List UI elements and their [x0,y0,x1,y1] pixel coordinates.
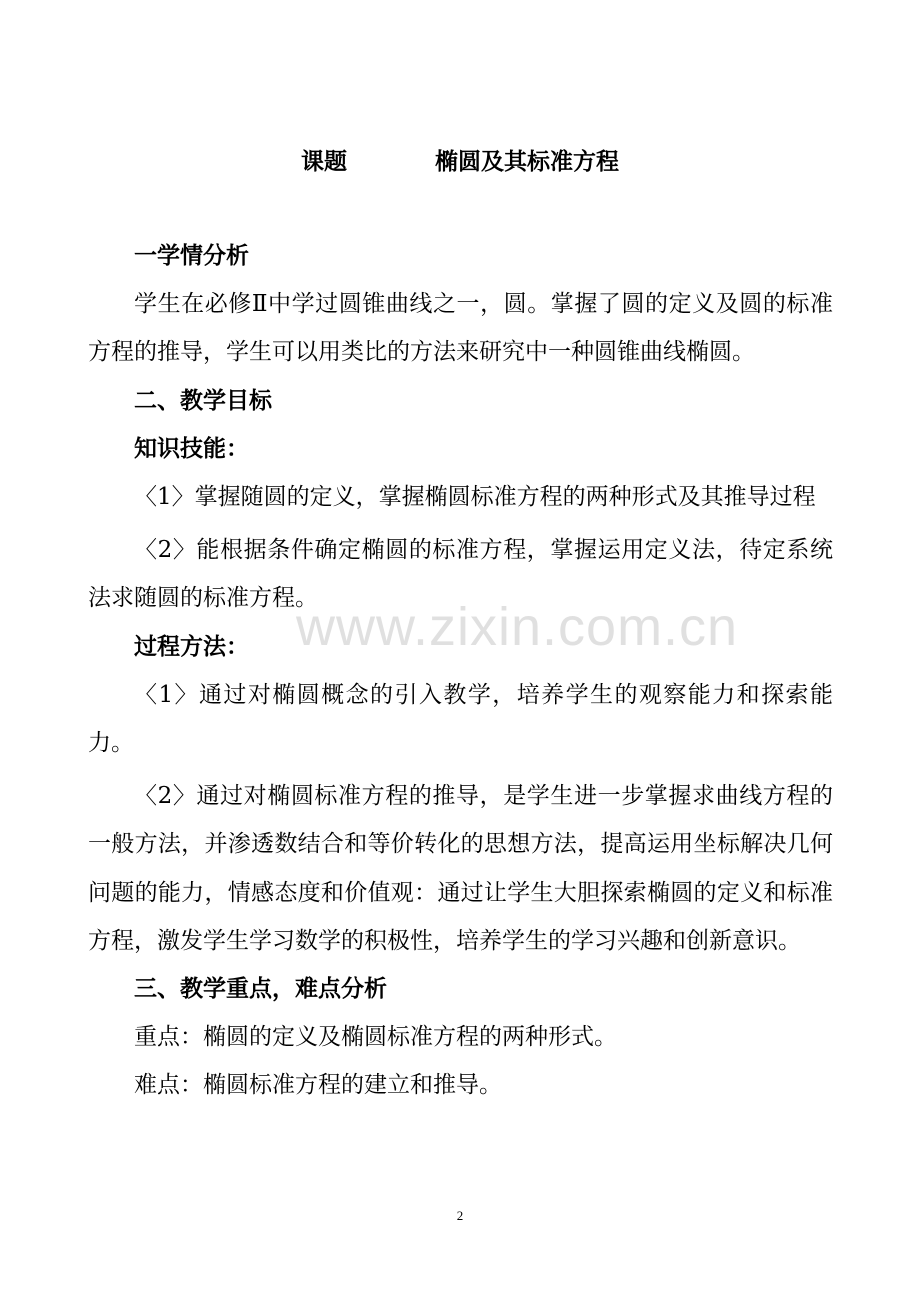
paragraph-knowledge-2: 〈2〉能根据条件确定椭圆的标准方程，掌握运用定义法，待定系统法求随圆的标准方程。 [88,537,833,612]
section-heading-key-points: 三、教学重点，难点分析 [134,976,387,1003]
document-body [88,232,833,1110]
section-heading-learner-analysis: 一学情分析 [134,243,249,269]
title-label: 课题 [301,149,347,175]
paragraph-difficult-point: 难点：椭圆标准方程的建立和推导。 [134,1072,502,1099]
lesson-title [0,143,920,176]
paragraph-knowledge-1: 〈1〉掌握随圆的定义，掌握椭圆标准方程的两种形式及其推导过程 [134,484,816,511]
title-text: 椭圆及其标准方程 [435,149,619,175]
paragraph-learner-analysis: 学生在必修Ⅱ中学过圆锥曲线之一，圆。掌握了圆的定义及圆的标准方程的推导，学生可以用类比的方法来研究中一种圆锥曲线椭圆。 [88,291,833,366]
subheading-knowledge-skills: 知识技能： [134,435,249,462]
paragraph-process-1: 〈1〉通过对椭圆概念的引入教学，培养学生的观察能力和探索能力。 [88,681,833,757]
paragraph-key-point: 重点：椭圆的定义及椭圆标准方程的两种形式。 [134,1024,617,1051]
subheading-process-methods: 过程方法： [134,633,249,660]
paragraph-process-2: 〈2〉通过对椭圆标准方程的推导，是学生进一步掌握求曲线方程的一般方法，并渗透数结合和等价转化的思想方法，提高运用坐标解决几何问题的能力，情感态度和价值观：通过让学生大胆探索椭圆的定义和标准方程，激发学生学习数学的积极性，培养学生的学习兴趣和创新意识。 [88,783,833,954]
watermark: www.zixin.com.cn [296,597,739,657]
section-heading-teaching-goals: 二、教学目标 [134,387,272,414]
page-number: 2 [456,1208,464,1223]
